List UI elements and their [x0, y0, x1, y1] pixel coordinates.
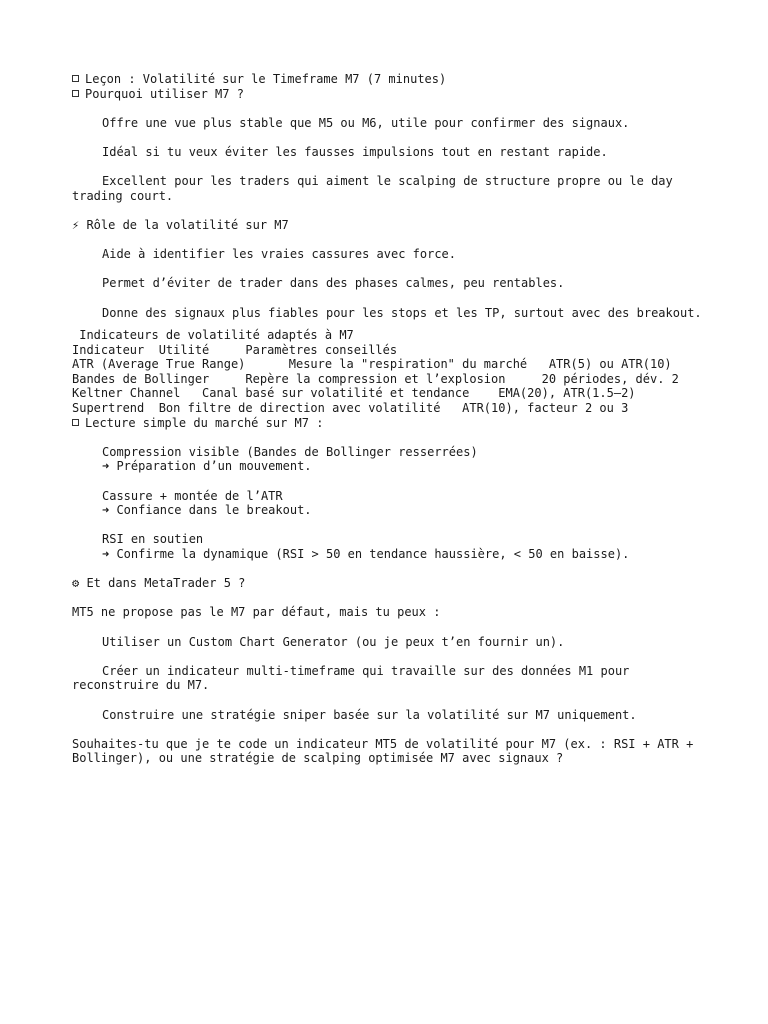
- document-page: [72, 72, 712, 766]
- lesson-title: Leçon : Volatilité sur le Timeframe M7 (7 minutes): [72, 72, 712, 87]
- reading-heading: Lecture simple du marché sur M7 :: [72, 416, 712, 431]
- square-bullet-icon: [72, 75, 79, 82]
- why-point: Idéal si tu veux éviter les fausses impulsions tout en restant rapide.: [102, 144, 608, 159]
- reading-effect: ➜ Préparation d’un mouvement.: [102, 459, 312, 474]
- square-bullet-icon: [72, 90, 79, 97]
- why-point: Offre une vue plus stable que M5 ou M6, utile pour confirmer des signaux.: [102, 115, 630, 130]
- mt5-heading: ⚙ Et dans MetaTrader 5 ?: [72, 576, 246, 591]
- indicators-table-header: Indicateur Utilité Paramètres conseillés: [72, 342, 398, 357]
- reading-cause: Compression visible (Bandes de Bollinger resserrées): [102, 444, 478, 459]
- mt5-point: Créer un indicateur multi-timeframe qui travaille sur des données M1 pour reconstruire du M7.: [72, 663, 637, 693]
- indicators-table-row: Keltner Channel Canal basé sur volatilité et tendance EMA(20), ATR(1.5–2): [72, 386, 636, 401]
- reading-cause: Cassure + montée de l’ATR: [102, 488, 283, 503]
- role-point: Permet d’éviter de trader dans des phases calmes, peu rentables.: [102, 276, 565, 291]
- mt5-point: Utiliser un Custom Chart Generator (ou je peux t’en fournir un).: [102, 634, 565, 649]
- reading-effect: ➜ Confirme la dynamique (RSI > 50 en tendance haussière, < 50 en baisse).: [102, 547, 630, 561]
- indicators-table-row: ATR (Average True Range) Mesure la "respiration" du marché ATR(5) ou ATR(10): [72, 357, 672, 372]
- why-heading: Pourquoi utiliser M7 ?: [72, 87, 712, 102]
- closing-question: Souhaites-tu que je te code un indicateur MT5 de volatilité pour M7 (ex. : RSI + ATR + Bollinger), ou une stratégie de scalping optimisée M7 avec signaux ?: [72, 736, 701, 766]
- role-heading: ⚡ Rôle de la volatilité sur M7: [72, 217, 289, 232]
- role-point: Aide à identifier les vraies cassures avec force.: [102, 247, 457, 262]
- indicators-table-row: Supertrend Bon filtre de direction avec volatilité ATR(10), facteur 2 ou 3: [72, 401, 629, 416]
- mt5-point: Construire une stratégie sniper basée sur la volatilité sur M7 uniquement.: [102, 707, 637, 722]
- reading-effect: ➜ Confiance dans le breakout.: [102, 503, 312, 518]
- indicators-heading: Indicateurs de volatilité adaptés à M7: [72, 328, 354, 343]
- indicators-table-row: Bandes de Bollinger Repère la compression et l’explosion 20 périodes, dév. 2: [72, 371, 679, 386]
- square-bullet-icon: [72, 419, 79, 426]
- role-point: Donne des signaux plus fiables pour les stops et les TP, surtout avec des breakout.: [102, 305, 702, 320]
- why-point: Excellent pour les traders qui aiment le scalping de structure propre ou le day trading court.: [72, 174, 680, 203]
- reading-cause: RSI en soutien: [102, 532, 204, 547]
- mt5-intro: MT5 ne propose pas le M7 par défaut, mais tu peux :: [72, 605, 441, 620]
